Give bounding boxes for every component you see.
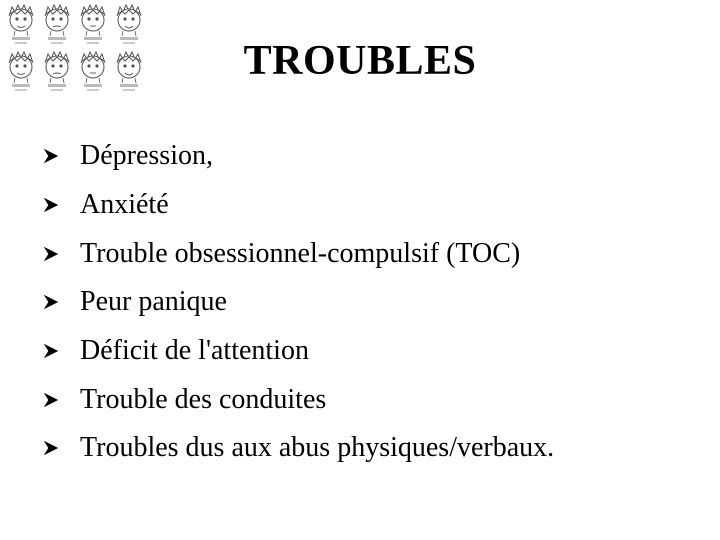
list-item (42, 424, 554, 473)
arrowhead-bullet-icon (42, 147, 80, 165)
list-item-text: Trouble des conduites (80, 383, 327, 415)
arrowhead-bullet-icon (42, 196, 80, 214)
list-item (42, 327, 554, 376)
list-item-text: Anxiété (80, 189, 169, 221)
slide-title (0, 40, 720, 82)
list-item-text: Troubles dus aux abus physiques/verbaux. (80, 432, 555, 464)
list-item-text: Trouble obsessionnel-compulsif (TOC) (80, 237, 521, 269)
arrowhead-bullet-icon (42, 439, 80, 457)
list-item-text: Déficit de l'attention (80, 335, 309, 367)
list-item-text: Peur panique (80, 286, 227, 318)
slide-title-text: TROUBLES (243, 38, 477, 84)
list-item-text: Dépression, (80, 140, 213, 172)
list-item (42, 229, 554, 278)
arrowhead-bullet-icon (42, 342, 80, 360)
arrowhead-bullet-icon (42, 245, 80, 263)
bullet-list (42, 132, 554, 473)
list-item (42, 132, 554, 181)
arrowhead-bullet-icon (42, 293, 80, 311)
list-item (42, 375, 554, 424)
list-item (42, 278, 554, 327)
list-item (42, 181, 554, 230)
arrowhead-bullet-icon (42, 391, 80, 409)
